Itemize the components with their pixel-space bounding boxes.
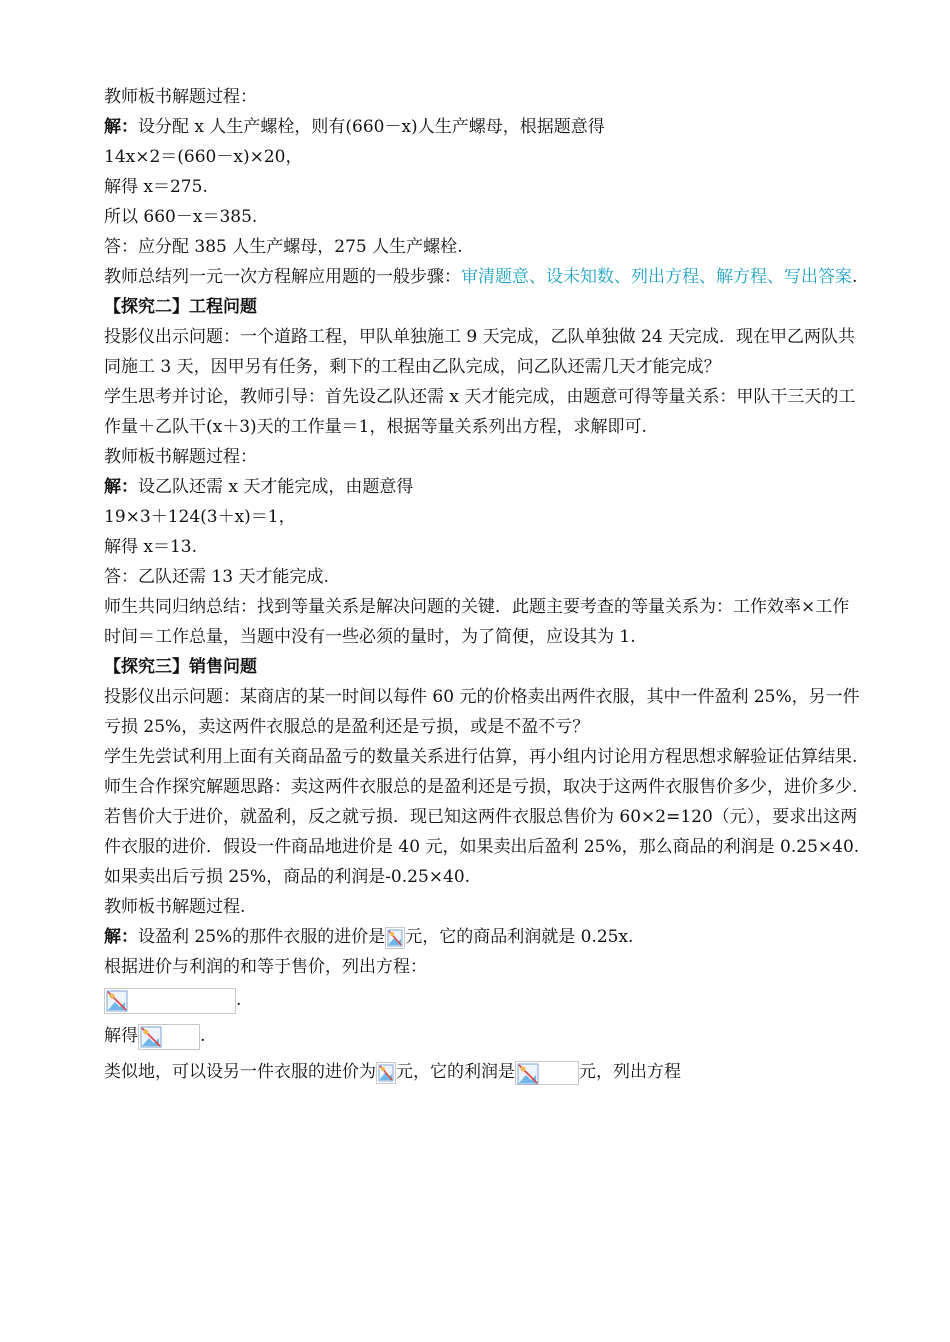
- equation-image-line: [104, 982, 864, 1018]
- solution-text-b: 元，它的商品利润就是 0.25x.: [405, 927, 634, 947]
- solution-label: 解：: [104, 117, 138, 137]
- solution-label: 解：: [104, 927, 138, 947]
- solve-line-2: 解得 x＝13.: [104, 537, 198, 557]
- so-line-1: 所以 660－x＝385.: [104, 207, 258, 227]
- document-page: [104, 82, 864, 1090]
- solve-prefix: 解得: [104, 1026, 138, 1046]
- section-heading-engineering: 【探究二】工程问题: [104, 297, 257, 317]
- solution-label: 解：: [104, 477, 138, 497]
- broken-image-icon: [376, 1062, 396, 1084]
- solve-line-1: 解得 x＝275.: [104, 177, 208, 197]
- broken-image-icon: [138, 1024, 200, 1050]
- solution-text: 设乙队还需 x 天才能完成，由题意得: [138, 477, 414, 497]
- summary-steps: 审清题意、设未知数、列出方程、解方程、写出答案: [461, 267, 852, 287]
- board-intro-1: 教师板书解题过程：: [104, 87, 257, 107]
- equation-2: 19×3＋124(3＋x)＝1，: [104, 507, 296, 527]
- broken-image-icon: [385, 927, 405, 949]
- sales-explore: 师生合作探究解题思路：卖这两件衣服总的是盈利还是亏损，取决于这两件衣服售价多少，进价多少.若售价大于进价，就盈利，反之就亏损．现已知这两件衣服总售价为 60×2=120（元），要求出这两件衣服的进价．假设一件商品地进价是 40 元，如果卖出后盈利 25%，那么商品的利润是 0.25×40.如果卖出后亏损 25%，商品的利润是-0.25×40.: [104, 777, 860, 887]
- section-heading-sales: 【探究三】销售问题: [104, 657, 257, 677]
- board-intro-2: 教师板书解题过程：: [104, 447, 257, 467]
- answer-line-2: 答：乙队还需 13 天才能完成.: [104, 567, 329, 587]
- broken-image-icon: [104, 988, 236, 1014]
- sales-problem: 投影仪出示问题：某商店的某一时间以每件 60 元的价格卖出两件衣服，其中一件盈利 25%，另一件亏损 25%，卖这两件衣服总的是盈利还是亏损，或是不盈不亏？: [104, 687, 860, 737]
- solution-line-2: [104, 472, 864, 502]
- solution-line-1: [104, 112, 864, 142]
- relation-line: 根据进价与利润的和等于售价，列出方程：: [104, 957, 427, 977]
- similar-text-a: 类似地，可以设另一件衣服的进价为: [104, 1062, 376, 1082]
- answer-line-1: 答：应分配 385 人生产螺母，275 人生产螺栓.: [104, 237, 463, 257]
- solution-line-3: [104, 922, 864, 952]
- engineering-problem: 投影仪出示问题：一个道路工程，甲队单独施工 9 天完成，乙队单独做 24 天完成．现在甲乙两队共同施工 3 天，因甲另有任务，剩下的工程由乙队完成，问乙队还需几天才能完成？: [104, 327, 856, 377]
- solve-suffix: .: [200, 1026, 206, 1046]
- summary-prefix: 教师总结列一元一次方程解应用题的一般步骤：: [104, 267, 461, 287]
- summary-steps-paragraph: [104, 262, 864, 292]
- solution-text: 设分配 x 人生产螺栓，则有(660－x)人生产螺母，根据题意得: [138, 117, 605, 137]
- broken-image-icon: [515, 1061, 579, 1085]
- sales-estimate: 学生先尝试利用上面有关商品盈亏的数量关系进行估算，再小组内讨论用方程思想求解验证估算结果.: [104, 747, 858, 767]
- engineering-summary: 师生共同归纳总结：找到等量关系是解决问题的关键．此题主要考查的等量关系为：工作效率×工作时间＝工作总量，当题中没有一些必须的量时，为了简便，应设其为 1.: [104, 597, 850, 647]
- similar-text-b: 元，它的利润是: [396, 1062, 515, 1082]
- similar-text-c: 元，列出方程: [579, 1062, 681, 1082]
- solve-line-3: [104, 1018, 864, 1054]
- board-intro-3: 教师板书解题过程.: [104, 897, 246, 917]
- solution-text-a: 设盈利 25%的那件衣服的进价是: [138, 927, 386, 947]
- equation-1: 14x×2＝(660－x)×20，: [104, 147, 303, 167]
- engineering-discussion: 学生思考并讨论，教师引导：首先设乙队还需 x 天才能完成，由题意可得等量关系：甲队干三天的工作量＋乙队干(x＋3)天的工作量＝1，根据等量关系列出方程，求解即可.: [104, 387, 856, 437]
- summary-suffix: .: [852, 267, 858, 287]
- equation-suffix: .: [236, 990, 242, 1010]
- similar-line: [104, 1054, 864, 1090]
